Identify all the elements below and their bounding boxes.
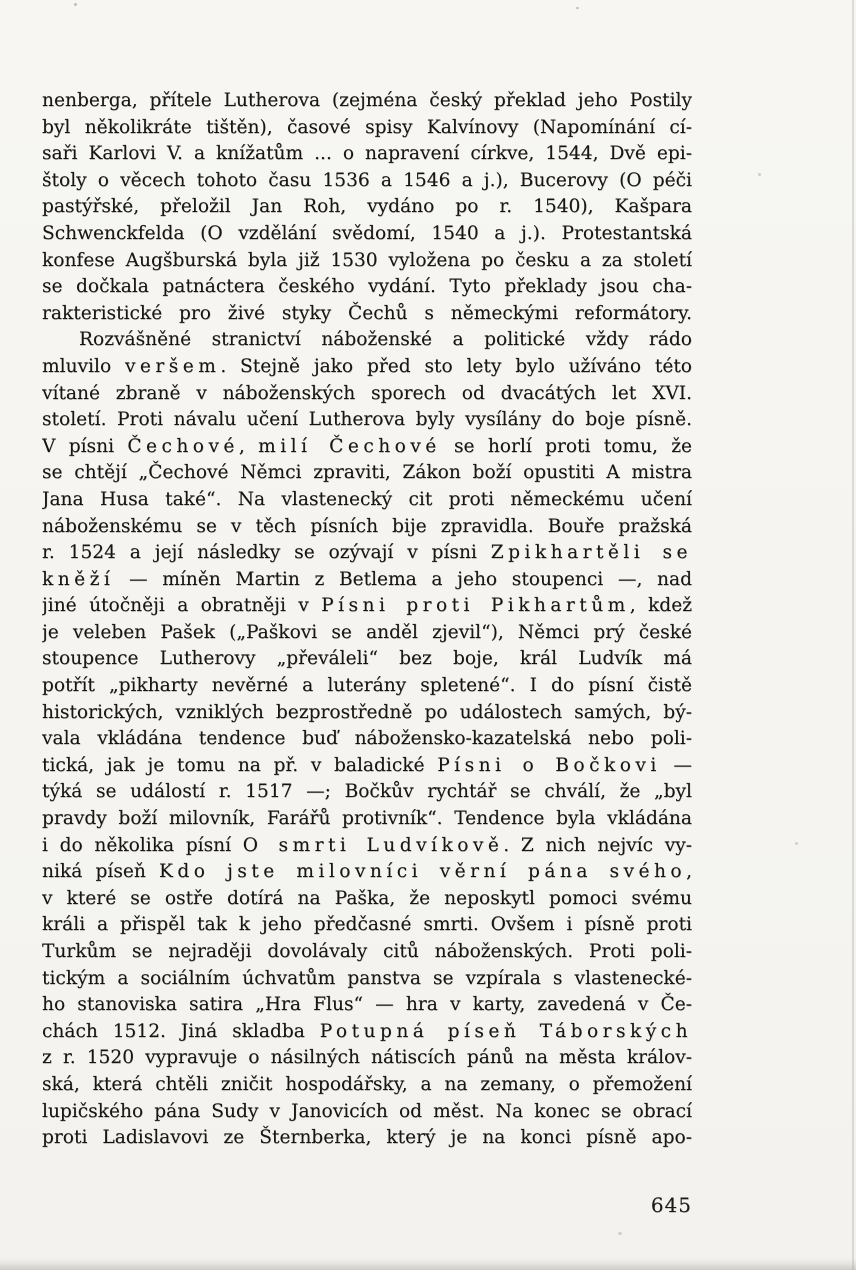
emphasized-title-segment: Čechové: [127, 435, 239, 457]
text-line: [42, 194, 692, 221]
emphasized-title-segment: kněží: [42, 568, 115, 590]
text-segment: století. Proti návalu učení Lutherova byly vysílány do boje písně.: [42, 409, 692, 431]
text-segment: saři Karlovi V. a knížatům ... o napravení církve, 1544, Dvě epi-: [42, 143, 692, 165]
text-segment: ,: [238, 435, 259, 457]
emphasized-title-segment: Písni proti Pikhartům: [321, 595, 630, 617]
text-line: [42, 141, 692, 168]
text-segment: mluvilo: [42, 355, 125, 377]
text-line: [42, 992, 692, 1019]
text-segment: vítané zbraně v náboženských sporech od dvacátých let XVI.: [42, 382, 692, 404]
text-line: [42, 301, 692, 328]
scan-speck: [758, 173, 761, 176]
text-line: [42, 806, 692, 833]
text-segment: —: [660, 754, 692, 776]
scan-speck: [576, 7, 579, 9]
text-line: [42, 460, 692, 487]
text-segment: v které se ostře dotírá na Paška, že neposkytl pomoci svému: [42, 887, 692, 909]
text-segment: je veleben Pašek („Paškovi se anděl zjevil“), Němci prý české: [42, 621, 692, 643]
text-line: [42, 620, 692, 647]
text-segment: — míněn Martin z Betlema a jeho stoupenci —, nad: [114, 568, 692, 590]
text-segment: z r. 1520 vypravuje o násilných nátiscích pánů na města králov-: [42, 1047, 692, 1069]
text-segment: V písni: [42, 435, 128, 457]
text-segment: r. 1524 a její následky se ozývají v písni: [42, 542, 491, 564]
text-line: [42, 248, 692, 275]
text-line: [42, 593, 692, 620]
text-line: [42, 567, 692, 594]
text-segment: stoupence Lutherovy „převáleli“ bez boje, král Ludvík má: [42, 648, 692, 670]
text-segment: štoly o věcech tohoto času 1536 a 1546 a j.), Bucerovy (O péči: [42, 169, 692, 191]
scan-speck: [795, 842, 798, 845]
text-segment: se horlí proti tomu, že: [440, 435, 692, 457]
text-line: [42, 540, 692, 567]
text-line: [42, 274, 692, 301]
text-line: [42, 859, 692, 886]
text-line: [42, 434, 692, 461]
text-line: [42, 168, 692, 195]
text-segment: Turkům se nejraději dovolávaly citů náboženských. Proti poli-: [42, 941, 692, 962]
text-line: [42, 1125, 692, 1152]
text-line: [42, 1072, 692, 1099]
text-line: [42, 912, 692, 939]
text-segment: lupičského pána Sudy v Janovicích od měst. Na konec se obrací: [42, 1100, 692, 1122]
text-line: [42, 354, 692, 381]
text-line: [42, 88, 692, 115]
text-segment: ská, která chtěli zničit hospodářsky, a na zemany, o přemožení: [42, 1073, 692, 1095]
emphasized-title-segment: Písni o Bočkovi: [437, 754, 661, 776]
text-line: [42, 646, 692, 673]
scan-right-edge-line: [852, 0, 854, 1270]
emphasized-title-segment: veršem: [124, 355, 221, 377]
text-line: [42, 1045, 692, 1072]
text-segment: ho stanoviska satira „Hra Flus“ — hra v karty, zavedená v Če-: [42, 994, 692, 1016]
text-line: [42, 753, 692, 780]
emphasized-title-segment: O smrti Ludvíkově: [242, 834, 504, 856]
scan-speck: [618, 1232, 622, 1235]
text-segment: niká píseň: [42, 861, 160, 883]
text-line: [42, 381, 692, 408]
text-line: [42, 726, 692, 753]
text-segment: se dočkala patnáctera českého vydání. Tyto překlady jsou cha-: [42, 276, 692, 298]
scan-speck: [74, 3, 77, 6]
text-segment: náboženskému se v těch písních bije zpravidla. Bouře pražská: [42, 515, 692, 537]
text-segment: , kdež: [629, 595, 692, 617]
text-segment: nenberga, přítele Lutherova (zejména český překlad jeho Postily: [42, 90, 692, 111]
text-segment: byl několikráte tištěn), časové spisy Kalvínovy (Napomínání cí-: [42, 116, 692, 138]
emphasized-title-segment: Kdo jste milovníci věrní pána svého: [159, 861, 687, 883]
text-segment: tická, jak je tomu na př. v baladické: [42, 754, 438, 776]
text-line: [42, 327, 692, 354]
text-line: [42, 221, 692, 248]
text-segment: . Stejně jako před sto lety bylo užíváno této: [220, 355, 692, 377]
text-segment: Jana Husa také“. Na vlastenecký cit proti německému učení: [42, 488, 692, 510]
text-segment: proti Ladislavovi ze Šternberka, který je na konci písně apo-: [42, 1127, 692, 1149]
text-line: [42, 779, 692, 806]
text-segment: pastýřské, přeložil Jan Roh, vydáno po r. 1540), Kašpara: [42, 196, 692, 218]
text-line: [42, 487, 692, 514]
text-segment: tickým a sociálním úchvatům panstva se vzpírala s vlastenecké-: [42, 967, 692, 989]
text-segment: Rozvášněné stranictví náboženské a politické vždy rádo: [79, 329, 692, 351]
emphasized-title-segment: Potupná píseň Táborských: [319, 1020, 692, 1042]
emphasized-title-segment: Zpikhartěli se: [490, 542, 692, 564]
text-segment: historických, vzniklých bezprostředně po událostech samých, bý-: [42, 701, 692, 723]
text-segment: rakteristické pro živé styky Čechů s německými reformátory.: [42, 302, 692, 324]
text-line: [42, 700, 692, 727]
text-line: [42, 673, 692, 700]
text-segment: konfese Augšburská byla již 1530 vyložena po česku a za století: [42, 249, 692, 271]
emphasized-title-segment: milí Čechové: [258, 435, 441, 457]
text-segment: . Z nich nejvíc vy-: [503, 834, 692, 856]
text-segment: se chtějí „Čechové Němci zpraviti, Zákon boží opustiti A mistra: [42, 462, 692, 484]
text-segment: vala vkládána tendence buď nábožensko-kazatelská nebo poli-: [42, 728, 692, 750]
text-segment: potřít „pikharty nevěrné a luterány spletené“. I do písní čistě: [42, 675, 692, 697]
text-line: [42, 115, 692, 142]
text-line: [42, 1099, 692, 1126]
text-segment: králi a přispěl tak k jeho předčasné smrti. Ovšem i písně proti: [42, 914, 692, 936]
text-block: [42, 88, 692, 1152]
text-segment: Schwenckfelda (O vzdělání svědomí, 1540 a j.). Protestantská: [42, 222, 692, 244]
text-segment: i do několika písní: [42, 834, 243, 856]
text-line: [42, 833, 692, 860]
text-line: [42, 886, 692, 913]
text-line: [42, 939, 692, 966]
text-segment: ,: [686, 861, 692, 883]
text-line: [42, 1019, 692, 1046]
text-segment: chách 1512. Jiná skladba: [42, 1020, 320, 1042]
text-segment: týká se událostí r. 1517 —; Bočkův rychtář se chválí, že „byl: [42, 781, 692, 803]
text-segment: jiné útočněji a obratněji v: [42, 595, 322, 617]
text-line: [42, 966, 692, 993]
scan-bottom-edge-shadow: [0, 1258, 856, 1270]
text-line: [42, 514, 692, 541]
text-segment: pravdy boží milovník, Farářů protivník“. Tendence byla vkládána: [42, 808, 692, 830]
text-line: [42, 407, 692, 434]
page-number: 645: [650, 1193, 692, 1217]
